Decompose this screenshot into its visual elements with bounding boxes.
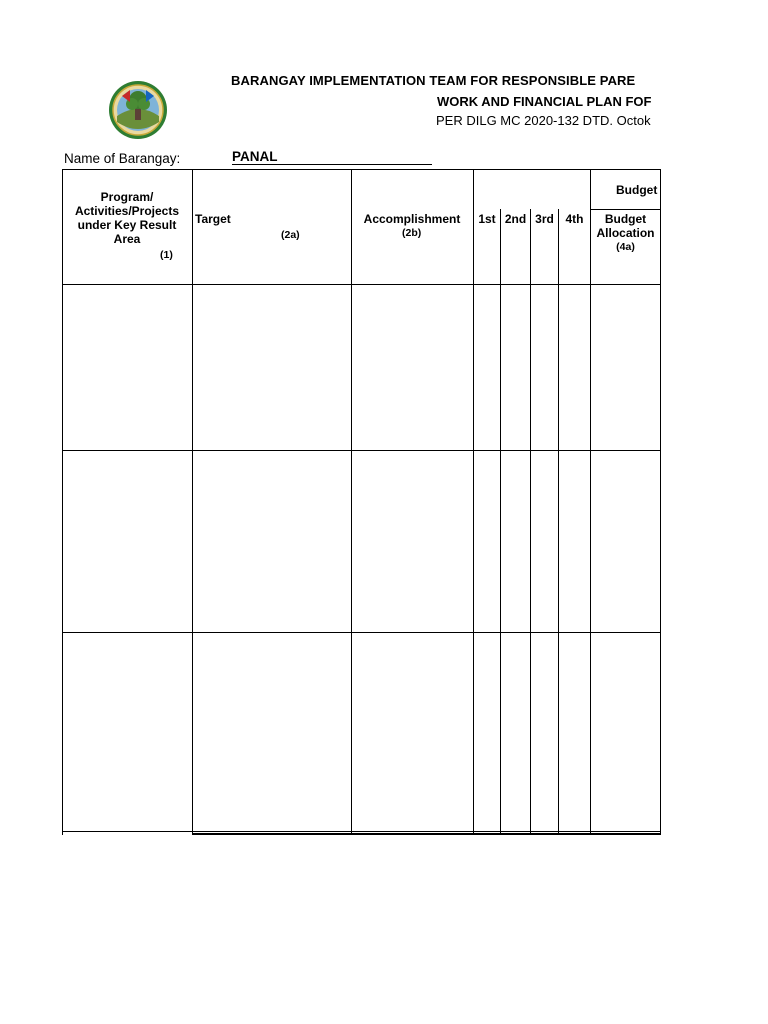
barangay-seal-logo: [108, 80, 168, 140]
document-title-line1: BARANGAY IMPLEMENTATION TEAM FOR RESPONSIBLE PARE: [231, 73, 636, 88]
col-program-sub: (1): [160, 249, 173, 261]
col-target-sub: (2a): [281, 229, 300, 241]
col-quarter-2nd: 2nd: [504, 212, 527, 226]
col-budget-allocation-sub: (4a): [616, 241, 635, 253]
barangay-value: PANAL: [232, 149, 278, 164]
document-title-line2: WORK AND FINANCIAL PLAN FOF: [437, 94, 652, 109]
barangay-underline: [232, 164, 432, 165]
col-target-header: Target: [195, 212, 231, 226]
col-quarter-1st: 1st: [478, 212, 496, 226]
col-budget-allocation-line1: Budget: [604, 212, 647, 226]
budget-group-header: Budget: [616, 183, 658, 197]
document-title-line3: PER DILG MC 2020-132 DTD. Octok: [436, 113, 651, 128]
col-accomplishment-sub: (2b): [402, 227, 422, 239]
col-program-header: Program/ Activities/Projects under Key Result Area: [74, 190, 180, 246]
col-quarter-3rd: 3rd: [535, 212, 554, 226]
col-budget-allocation-line2: Allocation: [596, 226, 655, 240]
col-accomplishment-header: Accomplishment: [363, 212, 461, 226]
col-quarter-4th: 4th: [565, 212, 584, 226]
barangay-label: Name of Barangay:: [64, 151, 181, 166]
